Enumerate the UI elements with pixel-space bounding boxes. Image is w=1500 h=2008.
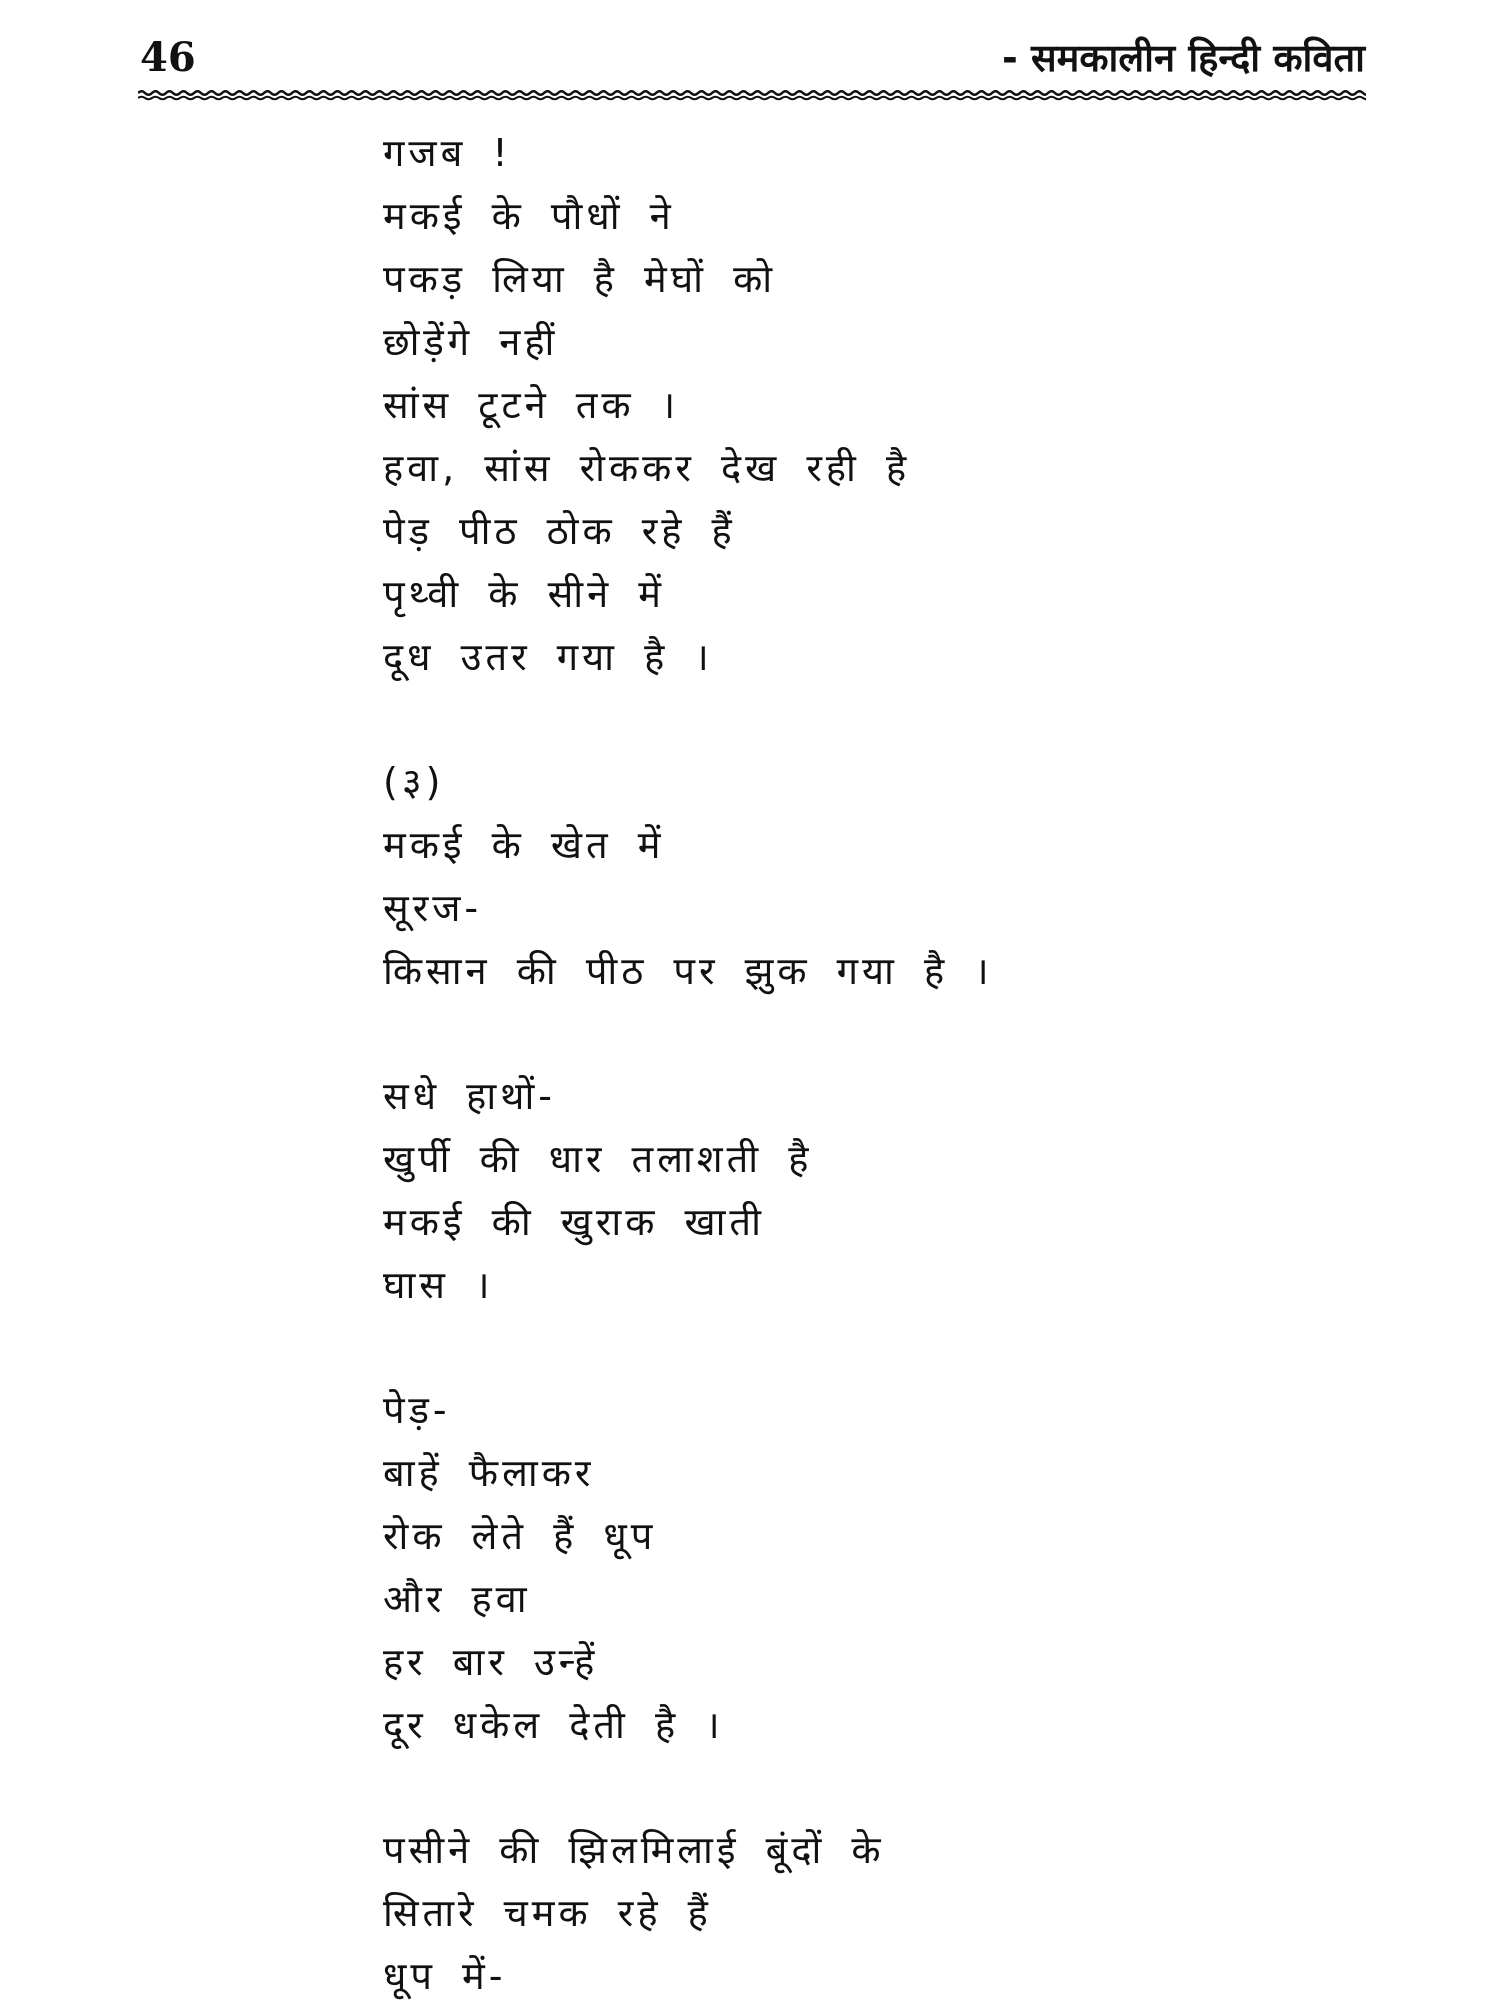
poem-line: धूप में- — [383, 1954, 507, 1998]
poem-line: मकई के खेत में — [383, 823, 665, 867]
poem-line: गजब ! — [383, 131, 512, 175]
poem-line: सूरज- — [383, 886, 483, 930]
poem-line: सितारे चमक रहे हैं — [383, 1891, 712, 1935]
stanza-gap — [383, 1003, 1383, 1065]
running-title: - समकालीन हिन्दी कविता — [1001, 36, 1365, 80]
poem-line: घास । — [383, 1263, 494, 1307]
poem-line: मकई के पौधों ने — [383, 194, 675, 238]
poem-line: दूध उतर गया है । — [383, 635, 713, 679]
poem-line: सधे हाथों- — [383, 1074, 556, 1118]
poem-line: पेड़ पीठ ठोक रहे हैं — [383, 509, 736, 553]
poem-body — [383, 122, 1383, 2008]
poem-line: पृथ्वी के सीने में — [383, 572, 665, 616]
stanza-gap — [383, 1317, 1383, 1379]
poem-line: पकड़ लिया है मेघों को — [383, 257, 777, 301]
poem-line: हर बार उन्हें — [383, 1640, 599, 1684]
page-header — [140, 28, 1365, 88]
poem-line: पेड़- — [383, 1388, 451, 1432]
section-number: (३) — [383, 760, 445, 804]
poem-line: किसान की पीठ पर झुक गया है । — [383, 949, 993, 993]
stanza-3 — [383, 1065, 1383, 1317]
stanza-2 — [383, 814, 1383, 1003]
stanza-gap — [383, 689, 1383, 751]
poem-line: सांस टूटने तक । — [383, 383, 680, 427]
stanza-4 — [383, 1379, 1383, 1757]
header-wavy-rule — [138, 88, 1366, 102]
stanza-5 — [383, 1819, 1383, 2008]
poem-line: मकई की खुराक खाती — [383, 1200, 765, 1244]
poem-line: रोक लेते हैं धूप — [383, 1514, 657, 1558]
poem-line: बाहें फैलाकर — [383, 1451, 595, 1495]
stanza-1 — [383, 122, 1383, 689]
page-number: 46 — [140, 34, 196, 81]
poem-line: और हवा — [383, 1577, 531, 1621]
poem-line: दूर धकेल देती है । — [383, 1703, 724, 1747]
poem-line: खुर्पी की धार तलाशती है — [383, 1137, 813, 1181]
stanza-gap — [383, 1757, 1383, 1819]
poem-line: हवा, सांस रोककर देख रही है — [383, 446, 911, 490]
poem-line: छोड़ेंगे नहीं — [383, 320, 559, 364]
poem-line: पसीने की झिलमिलाई बूंदों के — [383, 1828, 885, 1872]
